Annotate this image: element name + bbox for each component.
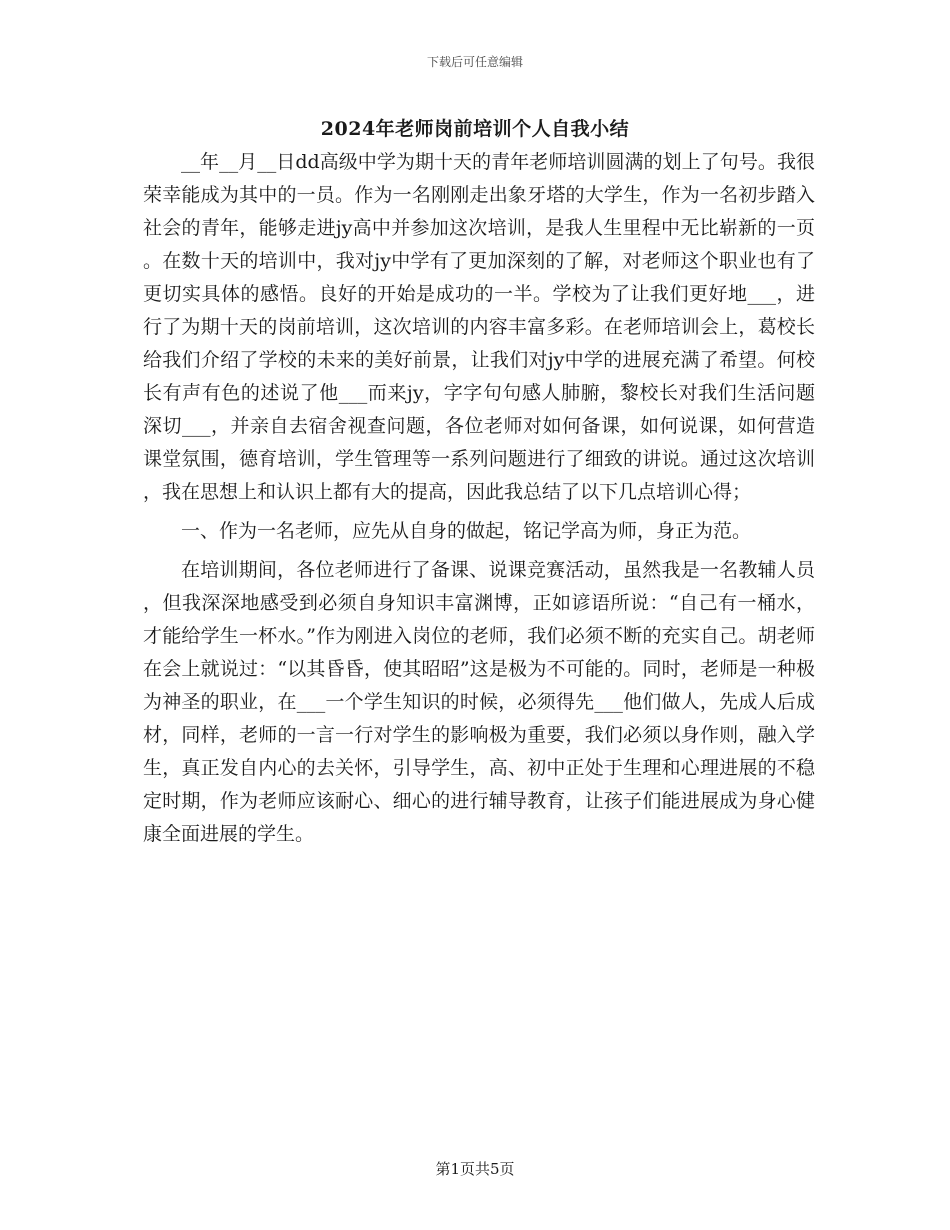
header-note: 下载后可任意编辑 (426, 55, 523, 69)
document-body (143, 146, 815, 851)
paragraph-training-period: 在培训期间，各位老师进行了备课、说课竞赛活动，虽然我是一名教辅人员，但我深深地感受到必须自身知识丰富渊博，正如谚语所说：“自己有一桶水，才能给学生一杯水。”作为刚进入岗位的老师，我们必须不断的充实自己。胡老师在会上就说过：“以其昏昏，使其昭昭”这是极为不可能的。同时，老师是一种极为神圣的职业，在___一个学生知识的时候，必须得先___他们做人，先成人后成材，同样，老师的一言一行对学生的影响极为重要，我们必须以身作则，融入学生，真正发自内心的去关怀，引导学生，高、初中正处于生理和心理进展的不稳定时期，作为老师应该耐心、细心的进行辅导教育，让孩子们能进展成为身心健康全面进展的学生。 (143, 559, 815, 845)
page-number: 第1页共5页 (435, 1160, 515, 1178)
document-title: 2024年老师岗前培训个人自我小结 (320, 118, 630, 140)
paragraph-intro: __年__月__日dd高级中学为期十天的青年老师培训圆满的划上了句号。我很荣幸能成为其中的一员。作为一名刚刚走出象牙塔的大学生，作为一名初步踏入社会的青年，能够走进jy高中并参加这次培训，是我人生里程中无比崭新的一页。在数十天的培训中，我对jy中学有了更加深刻的了解，对老师这个职业也有了更切实具体的感悟。良好的开始是成功的一半。学校为了让我们更好地___，进行了为期十天的岗前培训，这次培训的内容丰富多彩。在老师培训会上，葛校长给我们介绍了学校的未来的美好前景，让我们对jy中学的进展充满了希望。何校长有声有色的述说了他___而来jy，字字句句感人肺腑，黎校长对我们生活问题深切___，并亲自去宿舍视查问题，各位老师对如何备课，如何说课，如何营造课堂氛围，德育培训，学生管理等一系列问题进行了细致的讲说。通过这次培训，我在思想上和认识上都有大的提高，因此我总结了以下几点培训心得； (143, 151, 815, 503)
paragraph-point-one-heading: 一、作为一名老师，应先从自身的做起，铭记学高为师，身正为范。 (181, 520, 752, 542)
